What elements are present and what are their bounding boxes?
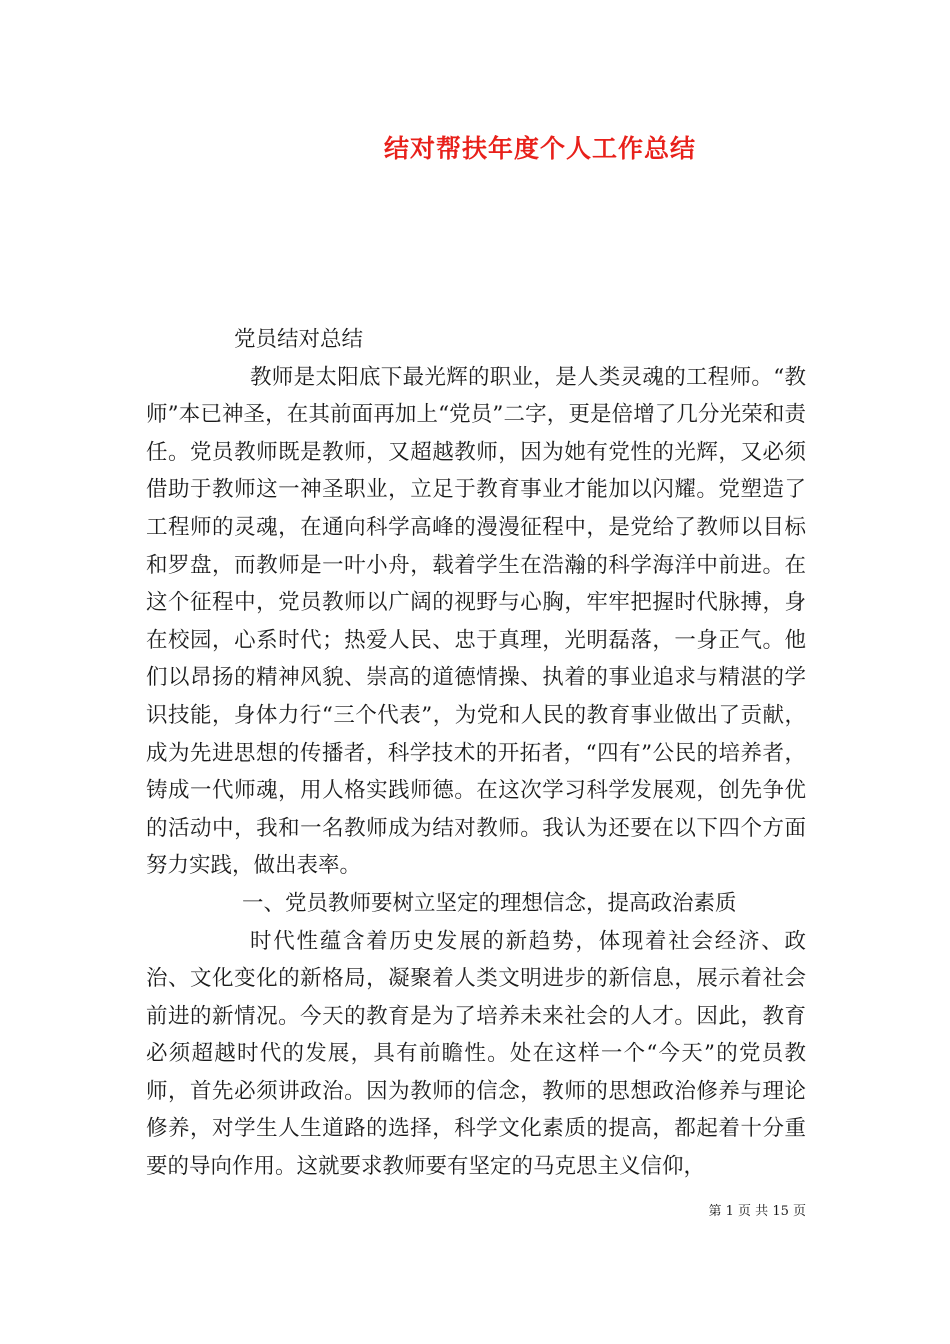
body-paragraph: 教师是太阳底下最光辉的职业，是人类灵魂的工程师。“教师”本已神圣，在其前面再加上“党员”二字，更是倍增了几分光荣和责任。党员教师既是教师，又超越教师，因为她有党性的光辉，又必须借助于教师这一神圣职业，立足于教育事业才能加以闪耀。党塑造了工程师的灵魂，在通向科学高峰的漫漫征程中，是党给了教师以目标和罗盘，而教师是一叶小舟，载着学生在浩瀚的科学海洋中前进。在这个征程中，党员教师以广阔的视野与心胸，牢牢把握时代脉搏，身在校园，心系时代；热爱人民、忠于真理，光明磊落，一身正气。他们以昂扬的精神风貌、崇高的道德情操、执着的事业追求与精湛的学识技能，身体力行“三个代表”，为党和人民的教育事业做出了贡献，成为先进思想的传播者，科学技术的开拓者，“四有”公民的培养者，铸成一代师魂，用人格实践师德。在这次学习科学发展观，创先争优的活动中，我和一名教师成为结对教师。我认为还要在以下四个方面努力实践，做出表率。: [146, 364, 806, 879]
document-title: 结对帮扶年度个人工作总结: [383, 134, 696, 163]
section-heading: 一、党员教师要树立坚定的理想信念，提高政治素质: [242, 890, 737, 916]
document-body: [146, 321, 806, 1186]
document-subtitle: 党员结对总结: [234, 327, 364, 352]
body-paragraph: 时代性蕴含着历史发展的新趋势，体现着社会经济、政治、文化变化的新格局，凝聚着人类文明进步的新信息，展示着社会前进的新情况。今天的教育是为了培养未来社会的人才。因此，教育必须超越时代的发展，具有前瞻性。处在这样一个“今天”的党员教师，首先必须讲政治。因为教师的信念，教师的思想政治修养与理论修养，对学生人生道路的选择，科学文化素质的提高，都起着十分重要的导向作用。这就要求教师要有坚定的马克思主义信仰，: [146, 928, 806, 1180]
page-number: 第 1 页 共 15 页: [708, 1204, 806, 1219]
